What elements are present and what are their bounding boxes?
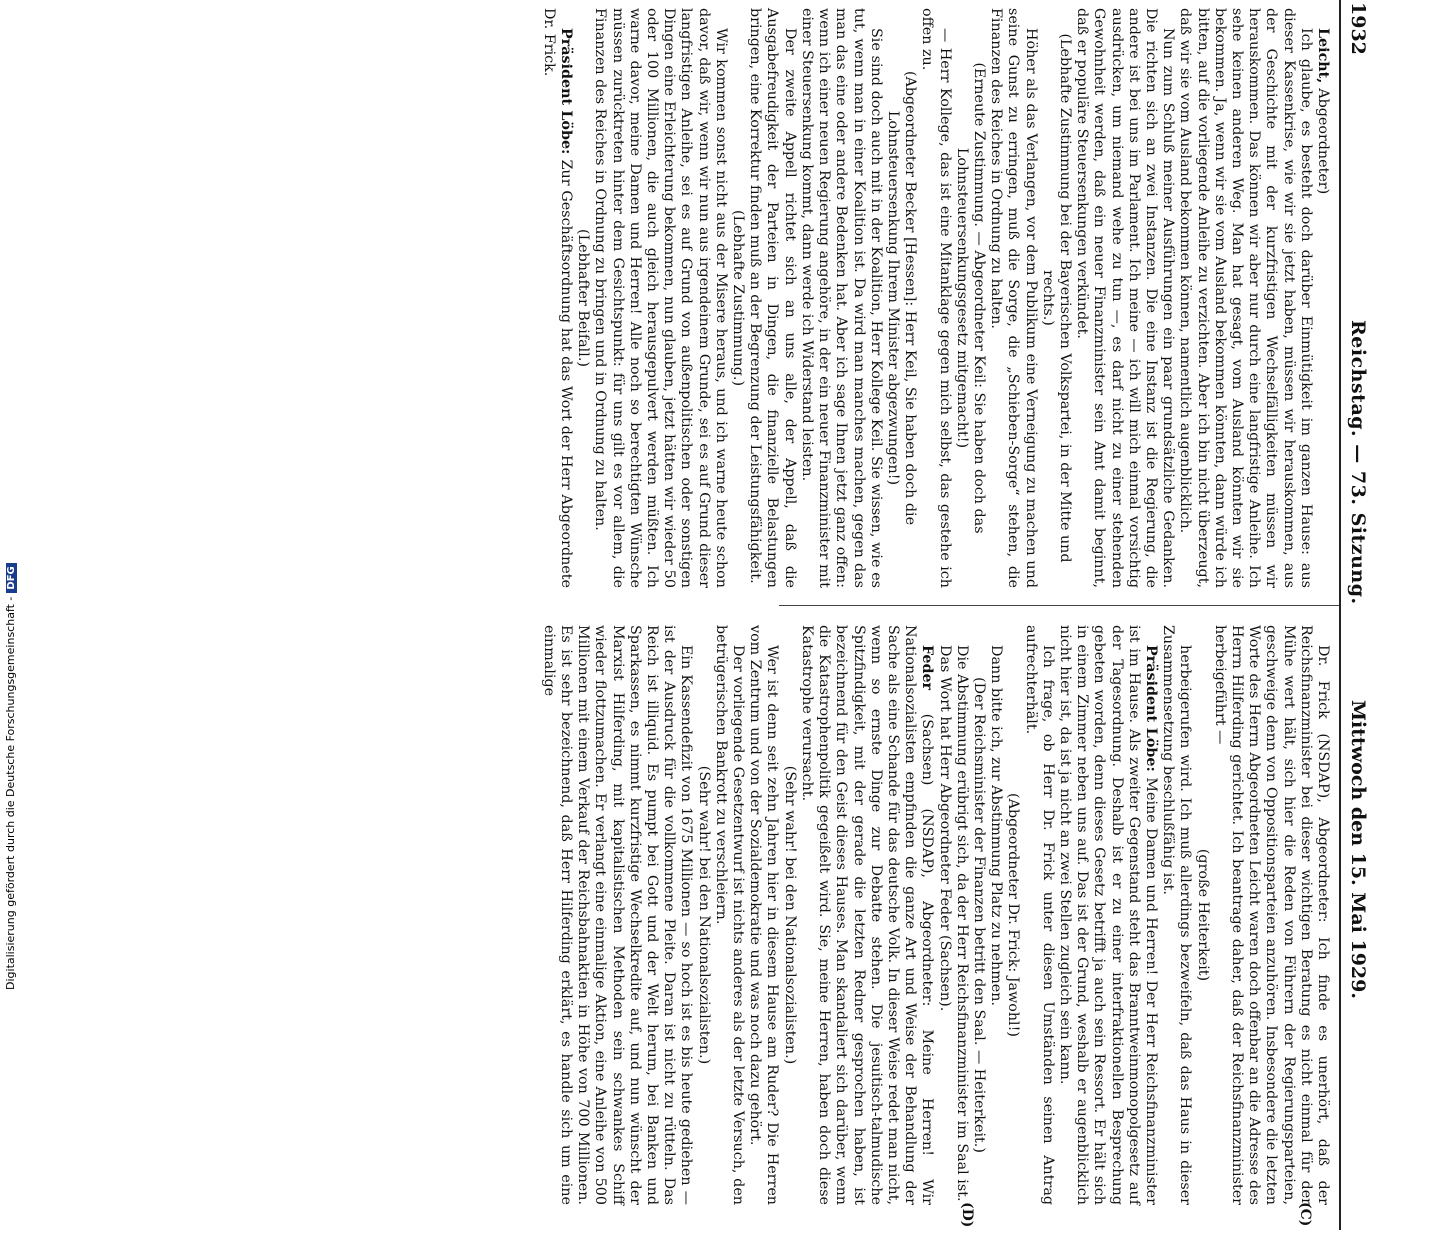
paragraph — [1056, 625, 1159, 1205]
dfg-logo: DFG — [6, 563, 17, 592]
paragraph — [918, 8, 952, 588]
paragraph — [591, 8, 729, 588]
paragraph-text: Der zweite Appell richtet sich an uns alle, der Appell, daß die Ausgabefreudigkeit der Parteien in Dingen, die finanzielle Belastungen bringen, eine Korrektur finden muß an der Begrenzung der Leistungsfähigkeit. — [747, 8, 798, 588]
paragraph — [1193, 625, 1210, 1205]
paragraph — [540, 8, 574, 588]
rotated-page — [145, 0, 1375, 1250]
paragraph — [781, 625, 798, 1205]
paragraph-text: Abgeordneter) — [1315, 88, 1331, 195]
paragraph-text: Der vorliegende Gesetzentwurf ist nichts anderes als der letzte Versuch, den betrügerischen Bankrott zu verschleiern. — [712, 625, 747, 1205]
paragraph — [712, 625, 746, 1205]
paragraph-text: Meine Damen und Herren! Der Herr Reichsfinanzminister ist im Hause. Als zweiter Gegenstand steht das Branntweinmonopolgesetz auf der Tagesordnung. Deshalb ist er zu einer interfraktionellen Besprechung gebeten worden, denn dieses Gesetz betrifft ja auch sein Ressort. Er hält sich in einem Zimmer neben uns auf. Das ist der Grund, weshalb er augenblicklich nicht hier ist, da ist ja nicht an zwei Stellen zugleich sein kann. — [1056, 625, 1159, 1205]
right-column — [540, 625, 1331, 1205]
paragraph-text: Die Abstimmung erübrigt sich, da der Herr Reichsfinanzminister im Saal ist. — [953, 645, 970, 1202]
paragraph — [746, 8, 798, 588]
paragraph — [746, 625, 780, 1205]
paragraph-text: herbeigerufen wird. Ich muß allerdings bezweifeln, daß das Haus in dieser Zusammensetzung beschlußfähig ist. — [1160, 625, 1194, 1205]
speaker-name: Präsident Löbe: — [558, 28, 575, 160]
page-header — [1339, 0, 1375, 1230]
paragraph-text: Ich frage, ob Herr Dr. Frick unter diesen Umständen seinen Antrag aufrechterhält. — [1022, 625, 1056, 1205]
credit-text: Digitalisierung gefördert durch die Deutsche Forschungsgemeinschaft - — [4, 596, 17, 990]
paragraph — [1176, 8, 1314, 588]
header-rule — [1339, 0, 1341, 1230]
paragraph-text: Nun zum Schluß meiner Ausführungen ein paar grundsätzliche Gedanken. Die richten sich an zwei Instanzen. Die eine Instanz ist die Regierung, die andere ist bei uns im Parlament. Ich meine — ich will mich einmal vorsichtig ausdrücken, um niemand wehe zu tun —, es darf nicht zu einer stehenden Gewohnheit werden, daß ein neuer Finanzminister sein Amt damit beginnt, daß er populäre Steuersenkungen verkündet. — [1074, 8, 1177, 588]
paragraph — [1073, 8, 1176, 588]
paragraph — [970, 625, 987, 1205]
session-title: Reichstag. — 73. Sitzung. — [1347, 320, 1369, 605]
paragraph-text: (große Heiterkeit) — [1194, 848, 1211, 982]
paragraph-text: Ich glaube, es besteht doch darüber Einmütigkeit im ganzen Hause: aus dieser Kassenkrise, wie wir sie jetzt haben, müssen wir herauskommen, aus der Geschichte mit der kurzfristigen Wechselfälligkeiten müssen wir herauskommen. Das können wir aber nur durch eine langfristige Anleihe. Ich sehe keinen anderen Weg. Man hat gesagt, vom Ausland könnten wir sie bekommen. Ja, wenn wir sie vom Ausland bekommen könnten, dann würde ich bitten, auf die vorliegende Anleihe zu verzichten. Aber ich bin nicht überzeugt, daß wir sie vom Ausland bekommen können, namentlich augenblicklich. — [1177, 8, 1314, 588]
paragraph — [1314, 8, 1331, 588]
paragraph-text: Sie sind doch auch mit in der Koalition, Herr Kollege Keil. Sie wissen, wie es tut, wenn man in einer Koalition ist. Da wird man manches machen, gegen das man das eine oder andere Bedenken hat. Aber ich sage Ihnen jetzt ganz offen: wenn ich einer neuen Regierung angehöre, in der ein neuer Finanzminister mit einer Steuersenkung kommt, dann werde ich Widerstand leisten. — [798, 8, 884, 588]
paragraph — [953, 8, 987, 588]
paragraph — [1159, 625, 1193, 1205]
paragraph-text: Ein Kassendefizit von 1675 Millionen — so hoch ist es bis heute gediehen — ist der Ausdruck für die vollkommene Pleite. Daran ist nicht zu rütteln. Das Reich ist illiquid. Es pumpt bei Gott und der Welt herum, bei Banken und Sparkassen, es nimmt kurzfristige Wechselkredite auf, und nun wünscht der Marxist Hilferding, mit kapitalistischen Methoden sein schwankes Schiff wieder flottzumachen. Er verlangt eine einmalige Aktion, eine Anleihe von 500 Millionen mit einem Verkauf der Reichsbahnaktien in Höhe von 700 Millionen. Es ist sehr bezeichnend, daß Herr Hilferding erklärt, es handle sich um eine einmalige — [540, 625, 695, 1205]
paragraph-text: (Der Reichsminister der Finanzen betritt den Saal. — Heiterkeit.) — [970, 677, 987, 1153]
paragraph — [935, 625, 952, 1205]
session-date: Mittwoch den 15. Mai 1929. — [1347, 700, 1369, 999]
paragraph — [1039, 8, 1073, 588]
paragraph-text: Zur Geschäftsordnung hat das Wort der Herr Abgeordnete Dr. Frick. — [540, 8, 575, 588]
paragraph-text: (Erneute Zustimmung. — Abgeordneter Keil: Sie haben doch das Lohnsteuersenkungsgesetz mitgemacht!) — [953, 62, 987, 534]
paragraph — [1004, 625, 1021, 1205]
paragraph-text: (Sachsen) (NSDAP), Abgeordneter: Meine Herren! Wir Nationalsozialisten empfinden die ganze Art und Weise der Behandlung der Sache als eine Schande für das deutsche Volk. In dieser Weise redet man nicht, wenn so ernste Dinge zur Debatte stehen. Die jesuitisch-talmudische Spitzfindigkeit, mit der gerade die letzten Redner gesprochen haben, ist bezeichnend für den Geist dieses Hauses. Man skandaliert sich darüber, wenn die Katastrophenpolitik gegeißelt wird. Sie, meine Herren, haben doch diese Katastrophe verursacht. — [798, 625, 936, 1205]
paragraph-text: Wir kommen sonst nicht aus der Misere heraus, und ich warne heute schon davor, daß wir, wenn wir nun aus irgendeinem Grunde, sei es auf Grund dieser langfristigen Anleihe, sei es auf Grund von außenpolitischen oder sonstigen Dingen eine Erleichterung bekommen, nun glauben, jetzt hätten wir wieder 50 oder 100 Millionen, die auch gleich herausgepulvert werden müßten. Ich warne davor, meine Damen und Herren! Alle noch so berechtigten Wünsche müssen zurücktreten hinter dem Gesichtspunkt: für uns gilt es vor allem, die Finanzen des Reiches in Ordnung zu bringen und in Ordnung zu halten. — [592, 8, 729, 588]
paragraph-text: Höher als das Verlangen, vor dem Publikum eine Verneigung zu machen und seine Gunst zu erringen, muß die Sorge, die „Schieben-Sorge“ stehen, die Finanzen des Reiches in Ordnung zu halten. — [988, 8, 1039, 588]
paragraph-text: Das Wort hat Herr Abgeordneter Feder (Sachsen). — [936, 645, 953, 1012]
paragraph-text: (Abgeordneter Dr. Frick: Jawohl!) — [1005, 793, 1022, 1037]
paragraph — [574, 8, 591, 588]
paragraph — [884, 8, 918, 588]
paragraph-text: Wer ist denn seit zehn Jahren hier in diesem Hause am Ruder? Die Herren vom Zentrum und von der Sozialdemokratie und was noch dazu gehört. — [747, 625, 781, 1205]
paragraph — [798, 625, 936, 1205]
digitization-credit — [4, 563, 17, 990]
speaker-name: Feder — [919, 645, 936, 714]
paragraph-text: (Abgeordneter Becker [Hessen]: Herr Keil, Sie haben doch die Lohnsteuersenkung Ihrem Minister abgezwungen!) — [884, 70, 919, 526]
paragraph — [953, 625, 970, 1205]
paragraph-text: — Herr Kollege, das ist eine Mitanklage gegen mich selbst, das gestehe ich offen zu. — [919, 8, 953, 588]
paragraph — [1211, 625, 1331, 1205]
left-column — [540, 8, 1331, 588]
paragraph-text: (Lebhafter Beifall.) — [575, 229, 592, 367]
paragraph-text: (Sehr wahr! bei den Nationalsozialisten.) — [695, 765, 712, 1065]
paragraph — [798, 8, 884, 588]
page-number: 1932 — [1347, 2, 1369, 55]
paragraph — [694, 625, 711, 1205]
speaker-name: Präsident Löbe: — [1142, 645, 1159, 778]
paragraph-text: (Lebhafte Zustimmung.) — [730, 209, 747, 387]
margin-mark-d: (D) — [959, 1202, 975, 1228]
paragraph — [987, 625, 1004, 1205]
paragraph — [729, 8, 746, 588]
paragraph-text: (Sehr wahr! bei den Nationalsozialisten.) — [781, 765, 798, 1065]
column-divider — [779, 605, 1339, 606]
paragraph-text: Dann bitte ich, zur Abstimmung Platz zu nehmen. — [988, 645, 1005, 1006]
paragraph-text: (Lebhafte Zustimmung bei der Bayerischen Volkspartei, in der Mitte und rechts.) — [1039, 33, 1073, 563]
speaker-name: Leicht, — [1315, 28, 1331, 89]
margin-mark-c: (C) — [1297, 1202, 1313, 1227]
paragraph-text: Dr. Frick (NSDAP), Abgeordneter: Ich finde es unerhört, daß der Reichsfinanzminister bei dieser wichtigen Beratung es nicht einmal für der Mühe wert hält, sich hier die Reden von Führern der Regierungsparteien, geschweige denn von Oppositionsparteien anzuhören. Insbesondere die letzten Worte des Herrn Abgeordneten Leicht waren doch offenbar an die Adresse des Herrn Hilferding gerichtet. Ich beantrage daher, daß der Reichsfinanzminister herbeigeführt — — [1211, 625, 1331, 1205]
paragraph — [1021, 625, 1055, 1205]
paragraph — [987, 8, 1039, 588]
paragraph — [540, 625, 695, 1205]
